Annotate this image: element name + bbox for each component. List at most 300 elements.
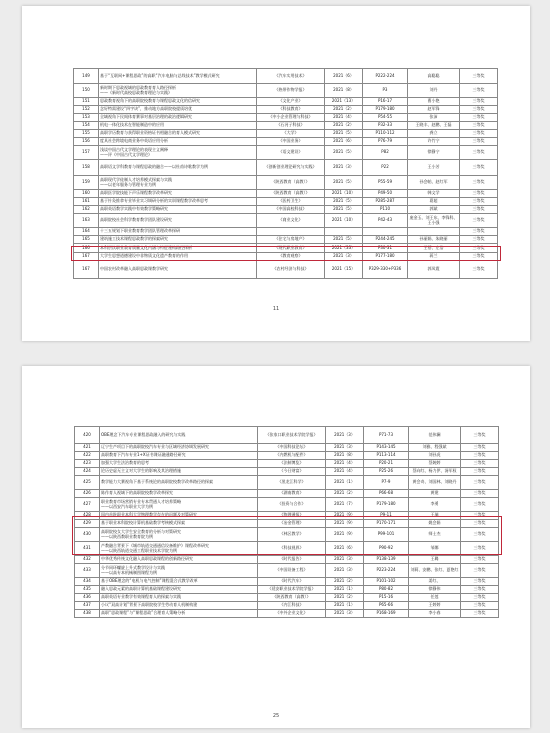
cell-no: 161 (74, 198, 99, 206)
cell-title: 高职教育下汽车专业1+X证书课证融通路径研究 (100, 452, 258, 460)
cell-no: 438 (75, 610, 100, 618)
cell-journal: 《陕西教育（高教）》 (258, 594, 326, 602)
cell-no: 150 (74, 84, 99, 98)
cell-author: 蔡向红、杨力伊、汤军权 (409, 468, 461, 476)
table-row (75, 602, 499, 610)
cell-award: 三等奖 (460, 114, 498, 122)
cell-no: 151 (74, 98, 99, 106)
cell-author: 孙会帕、赵红军 (408, 176, 460, 190)
cell-no: 430 (75, 528, 100, 542)
cell-no: 434 (75, 578, 100, 586)
cell-author: 范伟澜 (409, 427, 461, 444)
cell-year: 2021（3） (326, 564, 364, 578)
cell-pages: P3 (363, 84, 408, 98)
cell-pages: P42-43 (363, 214, 408, 228)
cell-author: 姚会娟 (409, 520, 461, 528)
page-number: 25 (272, 713, 280, 719)
cell-journal: 《时代汽车》 (258, 578, 326, 586)
cell-award: 三等奖 (460, 228, 498, 236)
cell-title: 论历史虚无主义对大学生的影响及其治理措施 (100, 468, 258, 476)
cell-year: 2021（6） (325, 69, 363, 84)
cell-author: 张沛 (408, 114, 460, 122)
cell-award: 三等奖 (461, 528, 499, 542)
cell-journal: 《中国高校科技》 (257, 206, 325, 214)
cell-journal: 《时代报告》 (258, 556, 326, 564)
table-row (75, 578, 499, 586)
table-row (74, 228, 498, 236)
cell-award: 三等奖 (461, 542, 499, 556)
cell-title: 小议“双高计划”背景下高职院校学生劳动育人机制构建 (100, 602, 258, 610)
cell-year (325, 228, 363, 236)
cell-award: 三等奖 (461, 427, 499, 444)
cell-title: 国内首批职业本科大学物理教学存在的问题及对策研究 (100, 512, 258, 520)
cell-journal: 《陕西教育（高教）》 (257, 190, 325, 198)
cell-year: 2021（2） (325, 106, 363, 114)
cell-title: 陈作育人视域下的高职院校教学改革探究 (100, 490, 258, 498)
cell-award: 三等奖 (461, 444, 499, 452)
cell-award: 三等奖 (461, 578, 499, 586)
cell-no: 164 (74, 228, 99, 236)
cell-journal: 《中国设备工程》 (258, 564, 326, 578)
cell-journal: 《中国业务》 (257, 138, 325, 146)
cell-year: 2021（5） (325, 130, 363, 138)
cell-title: 高职“思政课程”与“课程思政”合理育人策略分析 (100, 610, 258, 618)
cell-no: 421 (75, 444, 100, 452)
cell-pages: P80-82 (364, 586, 409, 594)
table-row (75, 528, 499, 542)
cell-journal: 《内燃机与配件》 (258, 452, 326, 460)
cell-no: 165 (74, 236, 99, 244)
cell-pages: P16-17 (363, 98, 408, 106)
cell-author: 蔡婉婷 (409, 460, 461, 468)
cell-no: 436 (75, 594, 100, 602)
cell-year: 2021（2） (326, 578, 364, 586)
cell-pages: P55-59 (363, 176, 408, 190)
cell-journal: 《语文建设》 (257, 146, 325, 160)
table-row (75, 468, 499, 476)
cell-award: 三等奖 (461, 564, 499, 578)
cell-title: 高职学历教育与获得职业资格证书相融合的育人模式研究 (99, 130, 257, 138)
cell-title: 浅谈中国古代文学理论的表现主义阐释 ——评《中国古代文学理论》 (99, 146, 257, 160)
cell-journal: 《大学》 (257, 130, 325, 138)
cell-award: 三等奖 (460, 244, 498, 253)
cell-title: 教学能力大赛视角下基于系统论的高职院校教学改革路径的探索 (100, 476, 258, 490)
cell-author: 刘莉、安鹏、张红、夏艳红 (409, 564, 461, 578)
cell-year: 2021（3） (325, 160, 363, 176)
cell-award: 三等奖 (460, 122, 498, 130)
cell-author: 王璐 (409, 556, 461, 564)
cell-pages: P168-169 (364, 610, 409, 618)
cell-award: 三等奖 (461, 460, 499, 468)
cell-pages: P101-102 (364, 578, 409, 586)
cell-award: 三等奖 (461, 610, 499, 618)
table-row (74, 84, 498, 98)
cell-title: 高职英语教学实践中有效教学策略研究 (99, 206, 257, 214)
cell-award: 三等奖 (460, 253, 498, 261)
table-row (74, 236, 498, 244)
cell-journal: 《热带作物学报》 (257, 84, 325, 98)
cell-title: 本科层次职业教育质量文化内涵与特征建构路径探析 (99, 244, 257, 253)
cell-no: 420 (75, 427, 100, 444)
cell-pages: P179-180 (364, 498, 409, 512)
table-row (75, 460, 499, 468)
cell-no: 429 (75, 520, 100, 528)
cell-author: 刘丹 (408, 84, 460, 98)
cell-journal: 《中外企业文化》 (258, 610, 326, 618)
cell-title: 基于OBE理念的“电机与电气控制”课程混合式教学改革 (100, 578, 258, 586)
cell-pages: P30-31 (363, 244, 408, 253)
cell-pages: P65-66 (364, 602, 409, 610)
cell-title: 机电一体化技术在智能制造中的应用 (99, 122, 257, 130)
cell-no: 152 (74, 106, 99, 114)
cell-pages: P71-73 (364, 427, 409, 444)
cell-author: 郭斌 (408, 206, 460, 214)
table-row (75, 427, 499, 444)
document-page-11 (22, 6, 530, 341)
award-table-page-11 (73, 68, 498, 279)
cell-author: 郭凤霞 (408, 261, 460, 279)
cell-award: 三等奖 (460, 160, 498, 176)
table-row (75, 444, 499, 452)
cell-author: 王晓丰、赵鹏、王磊 (408, 122, 460, 130)
cell-year: 2021（1） (326, 602, 364, 610)
cell-author: 徐静宁 (408, 146, 460, 160)
cell-journal: 《延安职业技术学院学报》 (258, 586, 326, 594)
cell-year: 2021（10） (325, 214, 363, 228)
cell-award: 三等奖 (460, 198, 498, 206)
cell-title: 十三五规划下职业教育教学团队管理改革探研 (99, 228, 257, 236)
cell-journal: 《张家口职业技术学院学报》 (258, 427, 326, 444)
cell-title: 高职英语专业教学有效课程育人的探索与实践 (100, 594, 258, 602)
cell-award: 三等奖 (461, 498, 499, 512)
table-row (75, 498, 499, 512)
page-number: 11 (272, 306, 280, 312)
cell-no: 427 (75, 498, 100, 512)
cell-year: 2021（5） (325, 206, 363, 214)
cell-author: 庞金玉、刘王东、李锋科、王小强 (408, 214, 460, 228)
cell-title: 大学生思想道德建设中非物质文化遗产教育的作用 (99, 253, 257, 261)
cell-year: 2021（13） (325, 98, 363, 106)
cell-journal: 《法制博览》 (258, 460, 326, 468)
cell-pages: P138-139 (364, 556, 409, 564)
cell-award: 三等奖 (460, 69, 498, 84)
cell-title: 高职院校社会科学教育教学团队建设研究 (99, 214, 257, 228)
cell-year: 2021（9） (326, 520, 364, 528)
cell-no: 158 (74, 160, 99, 176)
table-row (74, 69, 498, 84)
table-row (74, 98, 498, 106)
cell-pages: P9-11 (364, 512, 409, 520)
cell-pages: P222-224 (363, 69, 408, 84)
cell-award: 三等奖 (460, 190, 498, 198)
cell-author: 黄会奇、刘国林、刘晓丹 (409, 476, 461, 490)
cell-journal: 《教育观察》 (257, 253, 325, 261)
cell-title: 高职医学院技能下声乐课程教学改革研究 (99, 190, 257, 198)
cell-year: 2021（4） (325, 114, 363, 122)
cell-no: 153 (74, 114, 99, 122)
cell-award: 三等奖 (460, 176, 498, 190)
cell-award: 三等奖 (461, 512, 499, 520)
cell-title: 高职语文学科教育与课程思政的融合——以杜甫诗歌教学为例 (99, 160, 257, 176)
cell-title: 加强大学生法治教育的思考 (100, 460, 258, 468)
table-row (75, 520, 499, 528)
cell-year: 2021（3） (326, 556, 364, 564)
cell-journal: 《投资与合作》 (258, 498, 326, 512)
cell-journal: 《现代职业教育》 (257, 244, 325, 253)
cell-pages: P25-26 (364, 468, 409, 476)
cell-journal: 《文化产业》 (257, 98, 325, 106)
cell-journal: 《今日财富》 (258, 468, 326, 476)
table-row (75, 490, 499, 498)
cell-no: 422 (75, 452, 100, 460)
cell-year: 2021（1） (326, 476, 364, 490)
cell-year: 2021（2） (326, 594, 364, 602)
cell-no: 149 (74, 69, 99, 84)
cell-award: 三等奖 (460, 214, 498, 228)
cell-year: 2021（3） (326, 444, 364, 452)
cell-title: 高职院校女大学生安全教育的分析与对策研究 ——以陕西教职业教育院为例 (100, 528, 258, 542)
cell-author: 王婷婷 (409, 602, 461, 610)
cell-no: 159 (74, 176, 99, 190)
cell-no: 167 (74, 261, 99, 279)
cell-pages: P54-55 (363, 114, 408, 122)
cell-pages: P20-21 (364, 460, 409, 468)
cell-journal: 《科技教育》 (257, 106, 325, 114)
cell-journal: 《黑龙江科学》 (258, 476, 326, 490)
cell-title: 基于“互联网+课程思政”的高职“汽车电脑与总线技术”教学模式研究 (99, 69, 257, 84)
cell-no: 432 (75, 556, 100, 564)
cell-pages: P49-50 (363, 190, 408, 198)
cell-author: 王小芳 (408, 160, 460, 176)
cell-year: 2021（8） (326, 452, 364, 460)
table-row (74, 190, 498, 198)
cell-author: 邹娜 (409, 542, 461, 556)
cell-pages: P15-16 (364, 594, 409, 602)
cell-year: 2021（2） (325, 122, 363, 130)
cell-title: OBE理念下汽车专业课程思政融入的研究与实践 (100, 427, 258, 444)
cell-title: 辽宁生产项目下的高职院校汽车专业与区域经济协调发展研究 (100, 444, 258, 452)
cell-title: 中华优秀传统文化融入高职思政课程的创新路径研究 (100, 556, 258, 564)
cell-author: 李勇 (409, 498, 461, 512)
cell-award: 三等奖 (460, 106, 498, 114)
cell-title: 职业教育市场营销专业专本贯通人才培养策略 ——以西安汽车职业大学为例 (100, 498, 258, 512)
cell-pages: P82 (363, 146, 408, 160)
cell-year: 2021（4） (326, 468, 364, 476)
cell-pages: P110 (363, 206, 408, 214)
cell-award: 三等奖 (460, 138, 498, 146)
cell-journal: 《医药卫生》 (257, 198, 325, 206)
table-row (74, 206, 498, 214)
table-row (75, 564, 499, 578)
cell-no: 423 (75, 460, 100, 468)
cell-author: 曹小艳 (408, 98, 460, 106)
cell-year: 2021（8） (325, 84, 363, 98)
cell-title: 建筑施工技术课程思政教学的探索研究 (99, 236, 257, 244)
cell-title: 中国农村改革融入高职思政课教学研究 (99, 261, 257, 279)
cell-title: 分节同环螺旋上升式教学设计与实践 ——以高专本机械制图课程为例 (100, 564, 258, 578)
table-row (74, 138, 498, 146)
cell-journal: 《住宅与房地产》 (257, 236, 325, 244)
cell-pages: P177-180 (363, 253, 408, 261)
cell-year: 2021（33） (325, 244, 363, 253)
cell-award: 三等奖 (460, 146, 498, 160)
cell-year: 2021（4） (326, 460, 364, 468)
cell-award: 三等奖 (461, 468, 499, 476)
table-row (74, 176, 498, 190)
table-row (74, 114, 498, 122)
table-row (74, 244, 498, 253)
cell-no: 166 (74, 244, 99, 253)
cell-journal: 《中国科技论坛》 (258, 444, 326, 452)
cell-award: 三等奖 (461, 594, 499, 602)
cell-year: 2021（9） (326, 528, 364, 542)
cell-title: 产教融合背景下《城市轨道交通通信设备维护》课程改革研究 ——以陕西轨道交通工程职业技术学院为例 (100, 542, 258, 556)
cell-year: 2021（6） (325, 138, 363, 146)
cell-title: 思政教育视角下的高职院校教育与课程思政文化的信研究 (99, 98, 257, 106)
cell-award: 三等奖 (460, 130, 498, 138)
cell-no: 155 (74, 130, 99, 138)
cell-award: 三等奖 (461, 602, 499, 610)
cell-journal: 《冶金管理》 (258, 520, 326, 528)
cell-no: 167 (74, 253, 99, 261)
cell-title: 全域视角下民间体育赛事对基层治理的政治逻辑研究 (99, 114, 257, 122)
cell-pages (363, 228, 408, 236)
cell-pages: P223-224 (364, 564, 409, 578)
cell-pages: P32-33 (363, 122, 408, 130)
cell-author: 高聪聪 (408, 69, 460, 84)
cell-journal: 《中小企业管理与科技》 (257, 114, 325, 122)
cell-title: 新时期下思政视域的思政教育育人路径探析 ——《新时代高校思政教育理论与实践》 (99, 84, 257, 98)
cell-author: 许竹宁 (408, 138, 460, 146)
cell-author: 刘雅、程强斌 (409, 444, 461, 452)
document-page-25 (22, 366, 530, 728)
cell-no: 437 (75, 602, 100, 610)
table-row (75, 594, 499, 602)
cell-year: 2021（7） (326, 498, 364, 512)
cell-no: 154 (74, 122, 99, 130)
cell-award: 三等奖 (461, 476, 499, 490)
cell-journal: 《科技视界》 (258, 542, 326, 556)
table-row (74, 198, 498, 206)
cell-journal: 《创新创业理论研究与实践》 (257, 160, 325, 176)
table-row (74, 253, 498, 261)
cell-no: 431 (75, 542, 100, 556)
cell-pages: P7-9 (364, 476, 409, 490)
cell-journal: 《陕西教育（高教）》 (257, 176, 325, 190)
cell-year: 2021（3） (325, 253, 363, 261)
cell-journal: 《湖南教育》 (258, 490, 326, 498)
cell-author: 任莲 (409, 594, 461, 602)
table-row (75, 610, 499, 618)
cell-award: 三等奖 (460, 84, 498, 98)
table-row (74, 261, 498, 279)
cell-year: 2021（6） (326, 542, 364, 556)
cell-award: 三等奖 (461, 452, 499, 460)
cell-no: 157 (74, 146, 99, 160)
cell-pages: P244-245 (363, 236, 408, 244)
cell-author: 赵军锋 (408, 106, 460, 114)
table-row (74, 160, 498, 176)
cell-pages: P170-171 (364, 520, 409, 528)
cell-no: 163 (74, 214, 99, 228)
cell-no: 428 (75, 512, 100, 520)
cell-no: 425 (75, 476, 100, 490)
cell-author: 李小春 (409, 610, 461, 618)
cell-journal: 《石河子科技》 (257, 122, 325, 130)
cell-journal: 《物理通报》 (258, 512, 326, 520)
table-row (75, 512, 499, 520)
cell-pages: P90-92 (364, 542, 409, 556)
cell-pages: P179-180 (363, 106, 408, 114)
cell-author: 蒋兰 (408, 253, 460, 261)
cell-no: 162 (74, 206, 99, 214)
table-row (74, 122, 498, 130)
cell-award: 三等奖 (460, 261, 498, 279)
table-row (74, 106, 498, 114)
cell-pages: P99-101 (364, 528, 409, 542)
table-row (75, 542, 499, 556)
cell-author: 姜红、 (409, 578, 461, 586)
cell-pages: P113-114 (364, 452, 409, 460)
cell-year: 2021（5） (325, 198, 363, 206)
cell-author: 孙丽娟、朱晓丽 (408, 236, 460, 244)
cell-pages: P143-145 (364, 444, 409, 452)
cell-pages: P329-330+P336 (363, 261, 408, 279)
cell-title: 基于职业本科院校计算机基础教学考核模式探索 (100, 520, 258, 528)
cell-title: 高职现代学徒制人才培养模式探索与实践 ——以老年服务与管理专业为例 (99, 176, 257, 190)
cell-pages: P110-112 (363, 130, 408, 138)
cell-title: 基于针灸推拿专业毕业实习调研分析的实训课程教学改革思考 (99, 198, 257, 206)
cell-year: 2021（9） (326, 512, 364, 520)
cell-pages: P285-287 (363, 198, 408, 206)
cell-year: 2021（5） (325, 146, 363, 160)
cell-author: 刘孙虎 (409, 452, 461, 460)
table-row (75, 476, 499, 490)
cell-year: 2021（15） (325, 261, 363, 279)
cell-award: 三等奖 (460, 206, 498, 214)
cell-journal: 《汽车实用技术》 (257, 69, 325, 84)
table-row (74, 146, 498, 160)
cell-author: 王瑞 (409, 512, 461, 520)
cell-title: 念好特需建设“四字诀”，推动地方高职院校提质培优 (99, 106, 257, 114)
cell-author: 韩文学 (408, 190, 460, 198)
table-row (75, 556, 499, 564)
cell-year: 2021（3） (326, 427, 364, 444)
cell-award: 三等奖 (461, 520, 499, 528)
cell-author: 龚立 (408, 130, 460, 138)
cell-award: 三等奖 (461, 586, 499, 594)
cell-no: 435 (75, 586, 100, 594)
cell-year: 2021（5） (325, 236, 363, 244)
cell-author: 葛超 (408, 198, 460, 206)
cell-author: 黄建 (409, 490, 461, 498)
cell-no: 156 (74, 138, 99, 146)
cell-journal (257, 228, 325, 236)
table-row (75, 452, 499, 460)
cell-award: 三等奖 (460, 236, 498, 244)
award-table-page-25 (74, 426, 499, 618)
cell-award: 三等奖 (461, 490, 499, 498)
cell-year: 2021（2） (326, 490, 364, 498)
table-row (74, 214, 498, 228)
cell-journal: 《林区教学》 (258, 528, 326, 542)
cell-pages: P22 (363, 160, 408, 176)
cell-pages: P76-79 (363, 138, 408, 146)
cell-title: 度具社会跨境电商业务中英语应用分析 (99, 138, 257, 146)
cell-title: 融入思政元素的高职计算机基础课程建设研究 (100, 586, 258, 594)
cell-pages: P66-68 (364, 490, 409, 498)
cell-year: 2021（3） (326, 610, 364, 618)
